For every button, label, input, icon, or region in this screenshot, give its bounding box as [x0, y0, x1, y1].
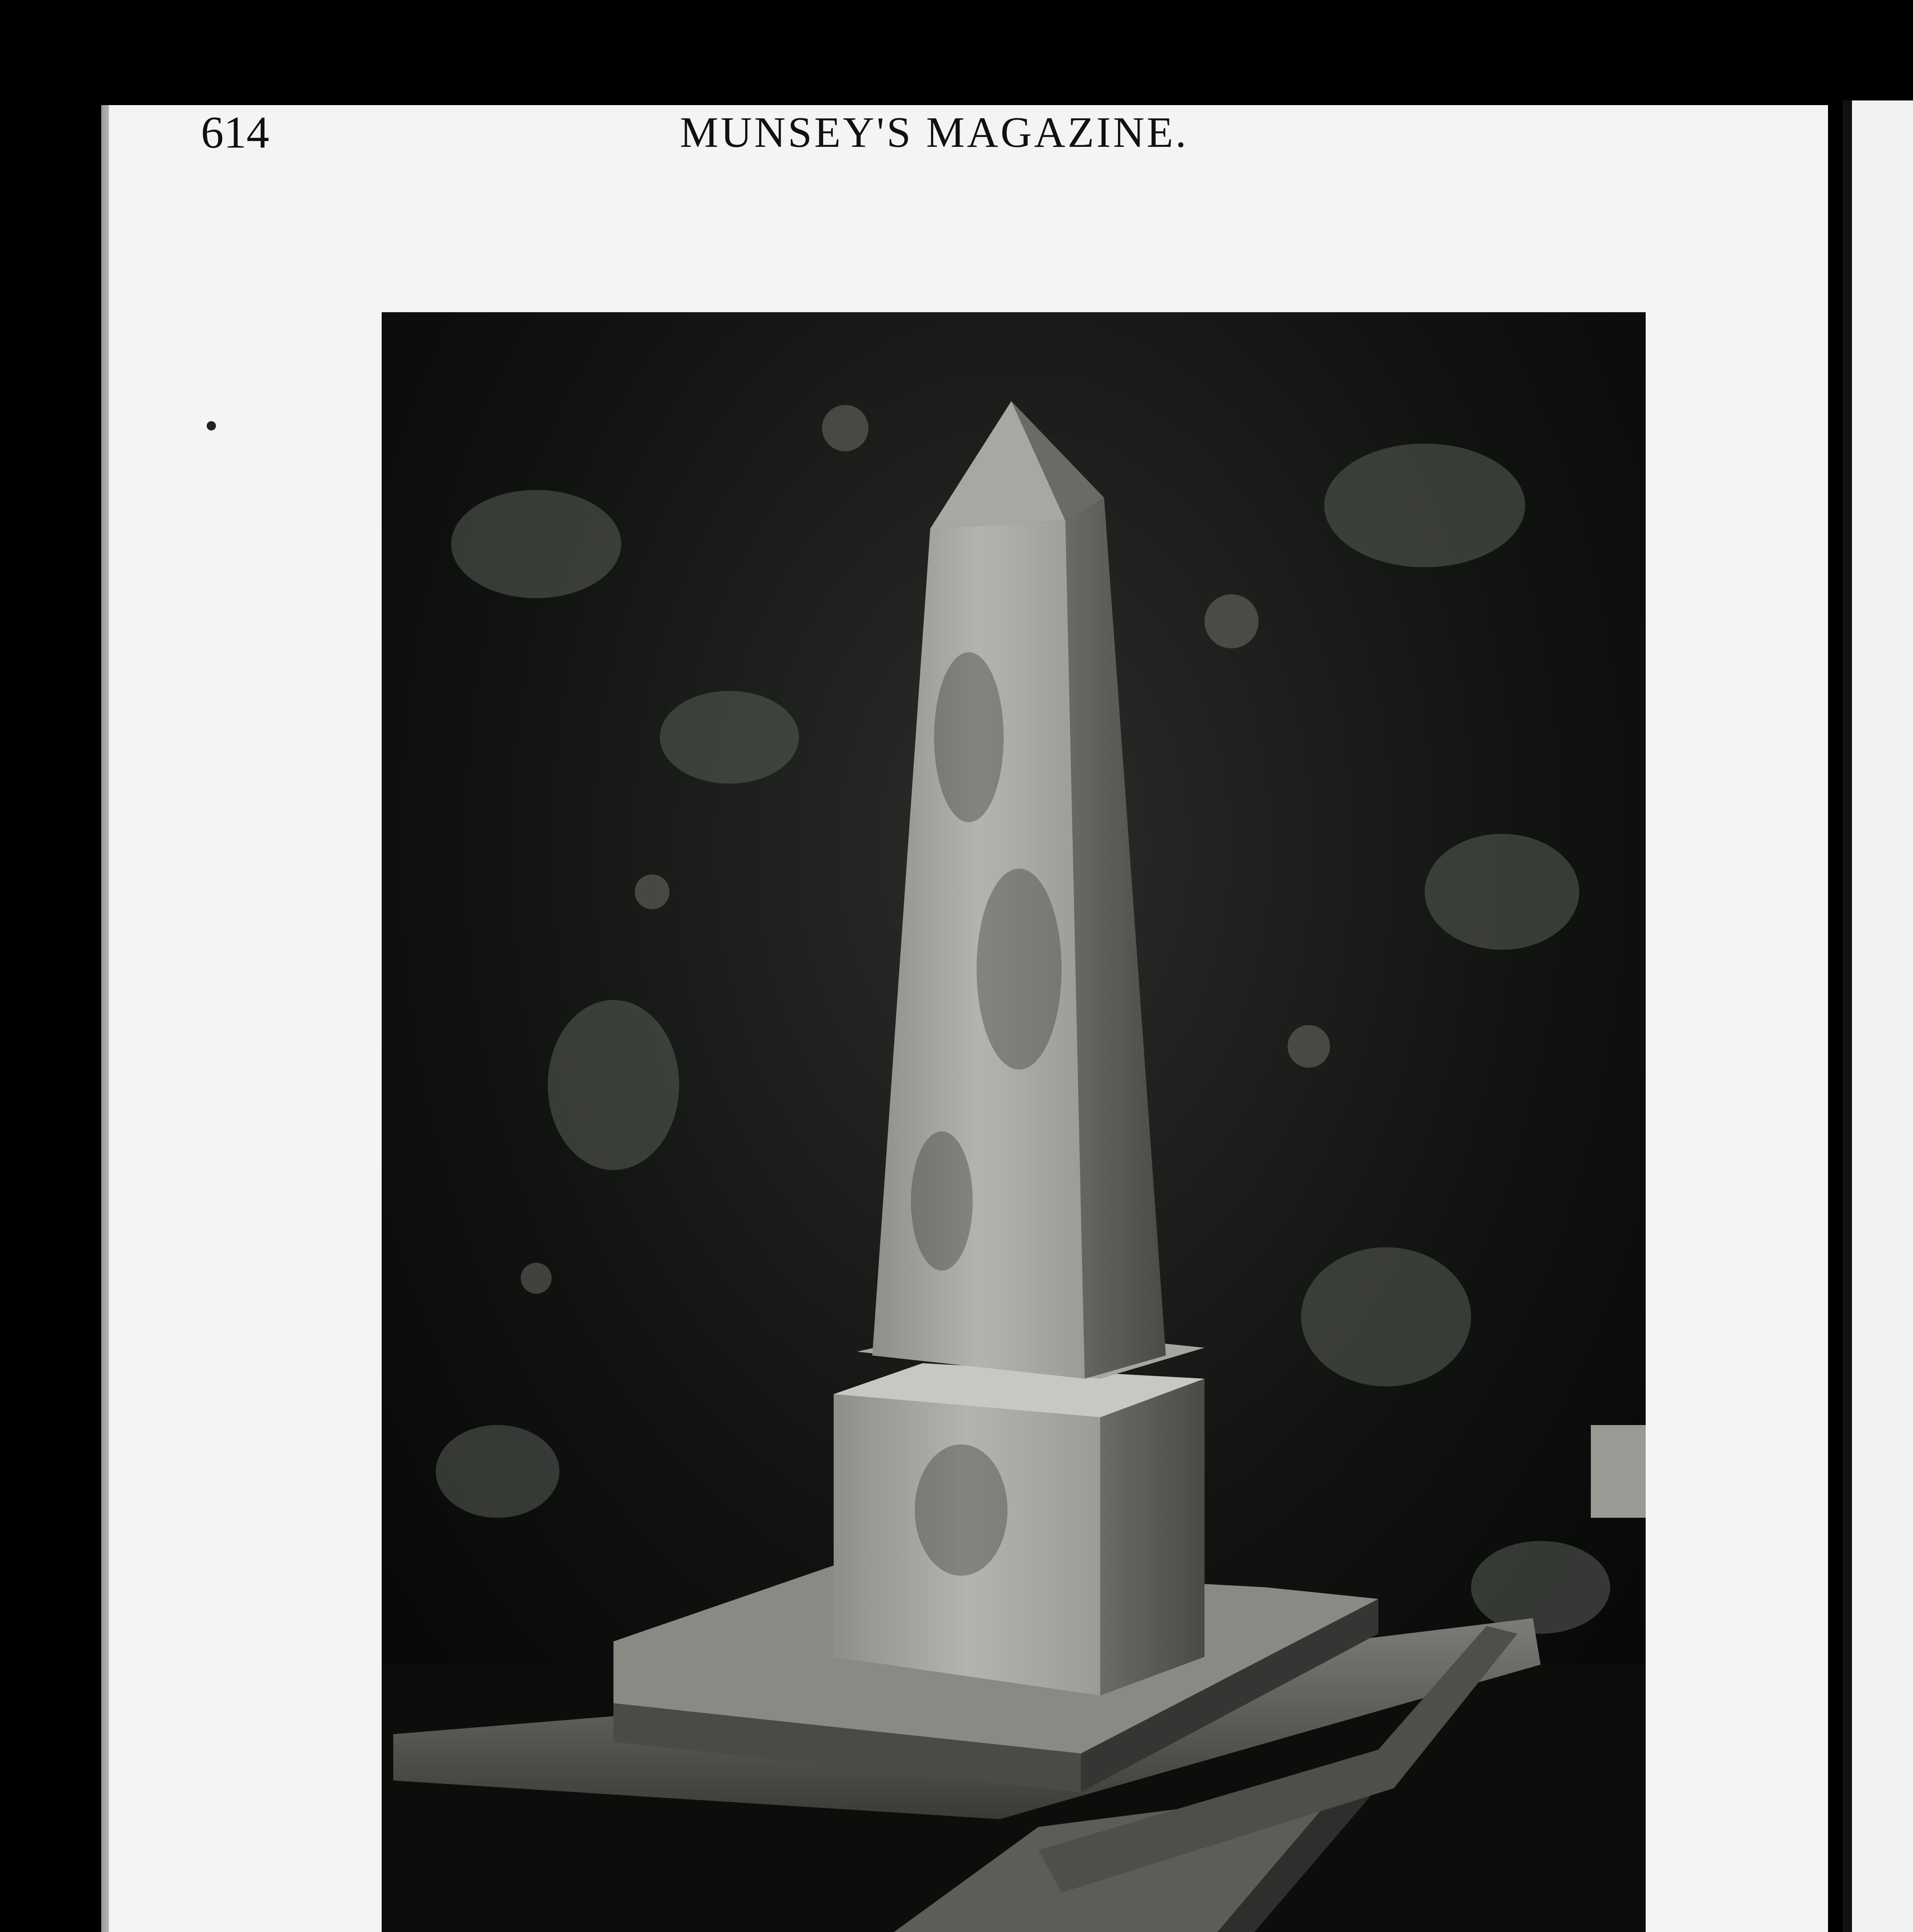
- running-head: MUNSEY'S MAGAZINE.: [680, 109, 1189, 156]
- page-number: 614: [201, 107, 269, 158]
- tomb-photograph: [382, 312, 1646, 1932]
- facing-page-edge: [1843, 100, 1913, 1932]
- page-header: [201, 104, 1715, 165]
- obelisk-illustration: [382, 312, 1646, 1932]
- ink-speck: [207, 421, 216, 430]
